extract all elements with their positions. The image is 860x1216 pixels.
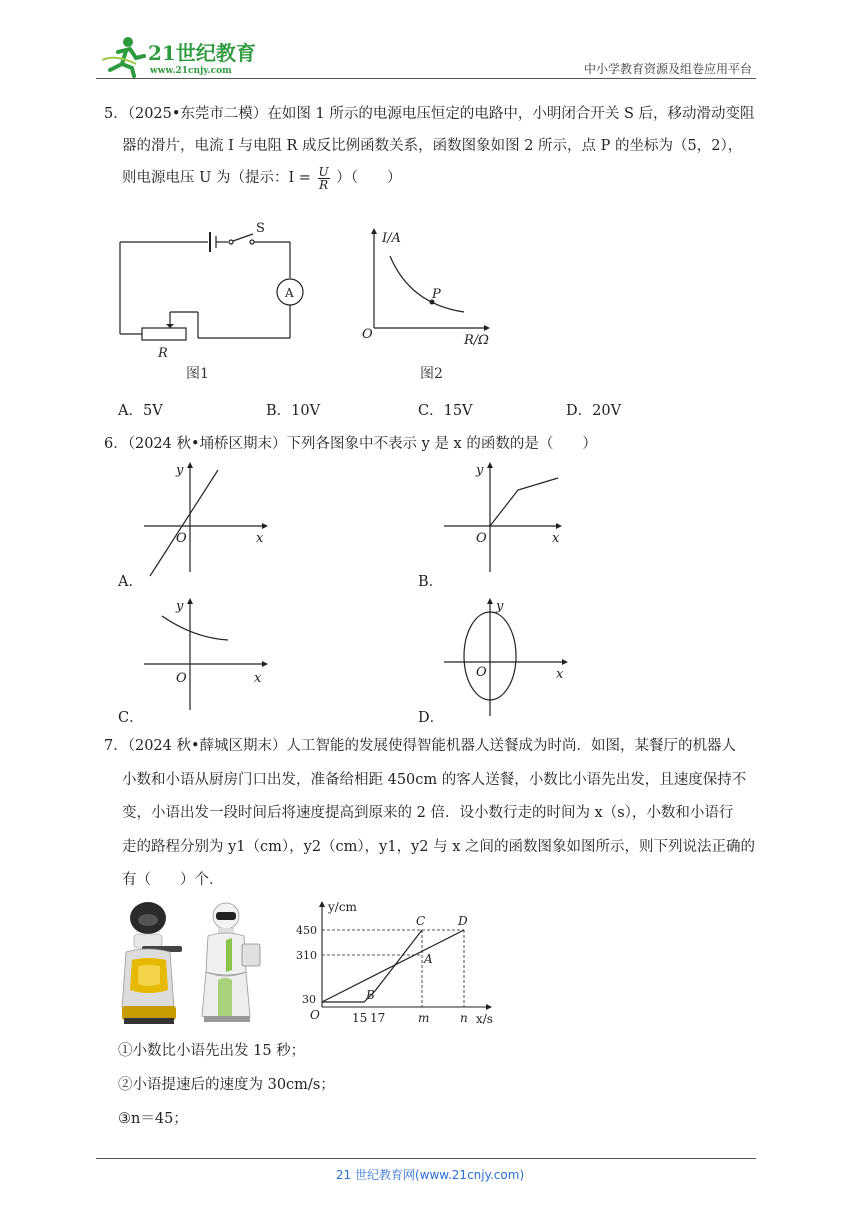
graph-c-origin: O <box>176 671 187 686</box>
statement-3: ③n＝45； <box>118 1111 188 1127</box>
q7-line2: 小数和小语从厨房门口出发，准备给相距 450cm 的客人送餐，小数比小语先出发，且速度保持不 <box>122 771 747 788</box>
q6-line1: 6．（2024 秋•埇桥区期末）下列各图象中不表示 y 是 x 的函数的是（ ） <box>104 436 597 452</box>
graph-d-origin: O <box>476 665 487 680</box>
logo-url: www.21cnjy.com <box>150 66 232 76</box>
ytick-310: 310 <box>296 949 317 962</box>
q5-line2: 器的滑片，电流 I 与电阻 R 成反比例函数关系，函数图象如图 2 所示，点 P 的坐标为（5，2）， <box>122 138 743 154</box>
q6-graph-d <box>440 596 570 720</box>
q5-option-b: B．10V <box>266 403 321 419</box>
ytick-450: 450 <box>296 924 317 937</box>
graph-c-x-label: x <box>254 671 262 686</box>
q7-distance-time-graph <box>290 895 510 1030</box>
question-5 <box>104 98 764 194</box>
footer-divider <box>96 1158 756 1159</box>
ammeter-label: A <box>285 286 294 300</box>
q5-line3-post: ）（ ） <box>336 170 402 186</box>
graph-b-y-label: y <box>476 463 484 478</box>
robot-xiaoyu-image <box>196 900 268 1028</box>
switch-label: S <box>256 221 265 236</box>
y-axis-label: I/A <box>382 231 401 246</box>
q5-line1: 5．（2025•东莞市二模）在如图 1 所示的电源电压恒定的电路中，小明闭合开关 S 后，移动滑动变阻 <box>104 106 755 122</box>
xtick-15: 15 <box>352 1011 368 1025</box>
point-d-label: D <box>458 914 468 928</box>
runner-icon <box>102 37 144 76</box>
logo <box>96 34 266 78</box>
q6-option-d: D． <box>418 710 445 726</box>
fig2-caption: 图2 <box>420 366 443 382</box>
q7-line1: 7．（2024 秋•薛城区期末）人工智能的发展使得智能机器人送餐成为时尚．如图，某餐厅的机器人 <box>104 738 737 754</box>
q7-line4: 走的路程分别为 y1（cm），y2（cm），y1，y2 与 x 之间的函数图象如图所示，则下列说法正确的 <box>122 838 756 855</box>
robot-xiaoshu-image <box>112 900 188 1028</box>
page-header <box>96 30 756 80</box>
x-axis-label: R/Ω <box>464 333 489 348</box>
question-7 <box>104 730 764 898</box>
graph-d-y-label: y <box>496 599 504 614</box>
header-divider <box>96 78 756 79</box>
graph-b-x-label: x <box>552 531 560 546</box>
graph-a-x-label: x <box>256 531 264 546</box>
graph-d-x-label: x <box>556 667 564 682</box>
q6-graph-c <box>140 596 270 716</box>
frac-numerator: U <box>318 164 329 179</box>
graph-c-y-label: y <box>176 599 184 614</box>
q5-option-d: D．20V <box>566 403 622 419</box>
circuit-figure <box>110 220 310 390</box>
q5-option-c: C．15V <box>418 403 473 419</box>
q5-line3-pre: 则电源电压 U 为（提示：I = <box>122 170 311 186</box>
point-c-label: C <box>416 914 426 928</box>
ytick-30: 30 <box>302 993 316 1006</box>
q7-line3: 变，小语出发一段时间后将速度提高到原来的 2 倍．设小数行走的时间为 x（s），小数和小语行 <box>122 805 734 821</box>
statement-1: ①小数比小语先出发 15 秒； <box>118 1043 306 1059</box>
origin-o: O <box>310 1008 320 1022</box>
q7-line5: 有（ ）个． <box>122 872 224 888</box>
q6-graph-a <box>140 460 270 580</box>
q7-statements <box>118 1034 778 1136</box>
fig1-caption: 图1 <box>186 366 209 382</box>
q6-option-c: C． <box>118 710 144 726</box>
logo-text: 21世纪教育 <box>148 41 256 65</box>
resistor-label: R <box>158 346 168 361</box>
graph-a-y-label: y <box>176 463 184 478</box>
line-y1 <box>322 930 464 1002</box>
frac-denominator: R <box>319 177 329 192</box>
point-b-label: B <box>366 988 375 1002</box>
p-label: P <box>432 287 441 302</box>
q5-option-a: A．5V <box>118 403 163 419</box>
header-platform-text: 中小学教育资源及组卷应用平台 <box>583 62 752 76</box>
xtick-m: m <box>418 1011 430 1025</box>
statement-2: ②小语提速后的速度为 30cm/s； <box>118 1077 335 1093</box>
origin-label: O <box>362 327 373 342</box>
q6-graph-b <box>440 460 570 580</box>
q5-fraction <box>318 166 330 191</box>
x-axis-title: x/s <box>476 1012 493 1026</box>
q6-option-b: B． <box>418 574 444 590</box>
q6-option-a: A． <box>118 574 143 590</box>
y-axis-title: y/cm <box>328 900 357 914</box>
xtick-17: 17 <box>370 1011 386 1025</box>
footer-text[interactable]: 21 世纪教育网(www.21cnjy.com) <box>335 1168 525 1182</box>
inverse-graph-figure <box>352 220 512 390</box>
point-a-label: A <box>424 952 433 966</box>
graph-b-origin: O <box>476 531 487 546</box>
question-6 <box>104 428 764 460</box>
xtick-n: n <box>460 1011 468 1025</box>
graph-a-origin: O <box>176 531 187 546</box>
q5-line3 <box>104 162 764 194</box>
